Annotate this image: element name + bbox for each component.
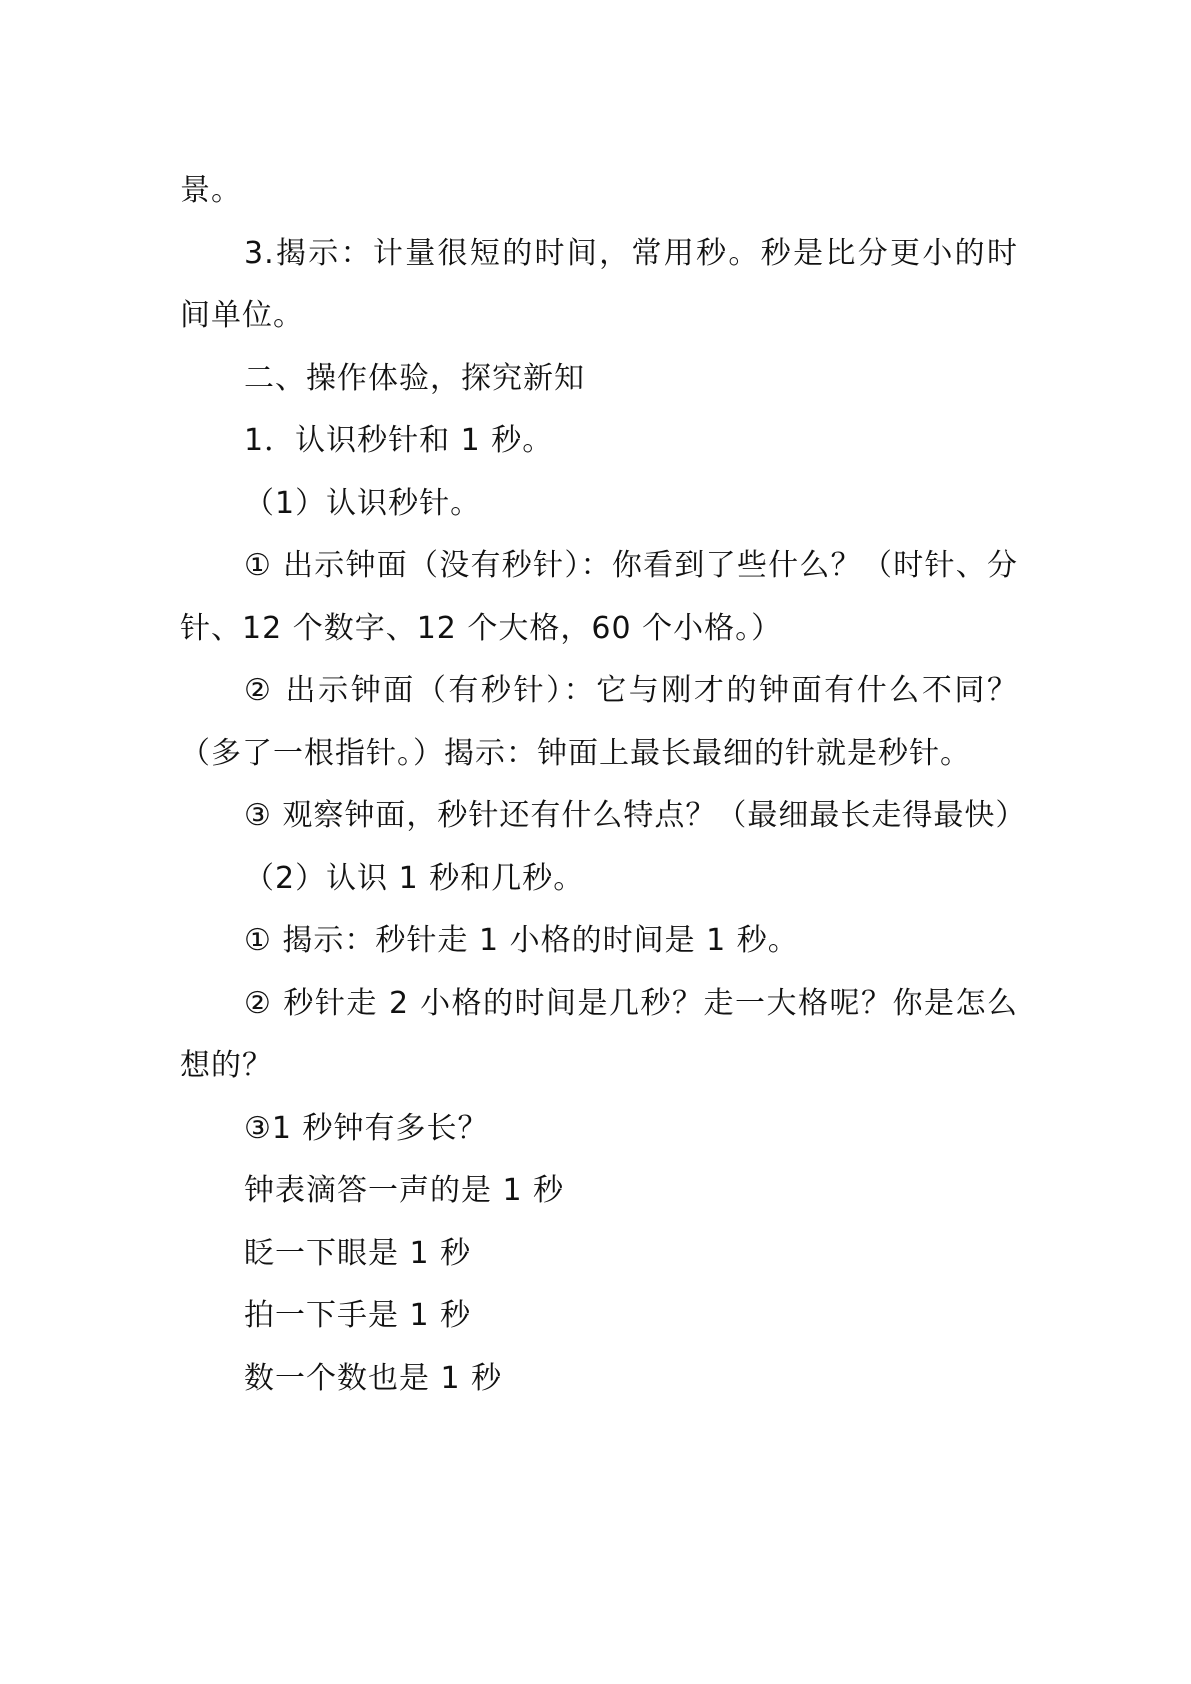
- list-item: 数一个数也是 1 秒: [244, 1360, 503, 1396]
- list-item: 钟表滴答一声的是 1 秒: [244, 1173, 565, 1208]
- subsection-heading: 1．认识秒针和 1 秒。: [244, 423, 554, 458]
- paragraph: 3.揭示：计量很短的时间，常用秒。秒是比分更小的时间单位。: [180, 235, 1018, 333]
- paragraph: ③1 秒钟有多长？: [244, 1110, 489, 1146]
- paragraph: ② 出示钟面（有秒针）：它与刚才的钟面有什么不同？（多了一根指针。）揭示：钟面上最长最细的针就是秒针。: [180, 673, 1018, 771]
- paragraph: 景。: [180, 173, 242, 208]
- list-item: 拍一下手是 1 秒: [244, 1298, 472, 1333]
- paragraph: ③ 观察钟面，秒针还有什么特点？（最细最长走得最快）: [244, 798, 1027, 833]
- subsection-heading: （2）认识 1 秒和几秒。: [244, 860, 585, 896]
- paragraph: ① 出示钟面（没有秒针）：你看到了些什么？（时针、分针、12 个数字、12 个大格，60 个小格。）: [180, 548, 1018, 646]
- body-text: [180, 160, 1027, 1410]
- paragraph: ② 秒针走 2 小格的时间是几秒？走一大格呢？你是怎么想的？: [180, 985, 1018, 1083]
- subsection-heading: （1）认识秒针。: [244, 485, 482, 521]
- section-heading: 二、操作体验，探究新知: [244, 360, 585, 396]
- paragraph: ① 揭示：秒针走 1 小格的时间是 1 秒。: [244, 923, 799, 958]
- list-item: 眨一下眼是 1 秒: [244, 1235, 472, 1271]
